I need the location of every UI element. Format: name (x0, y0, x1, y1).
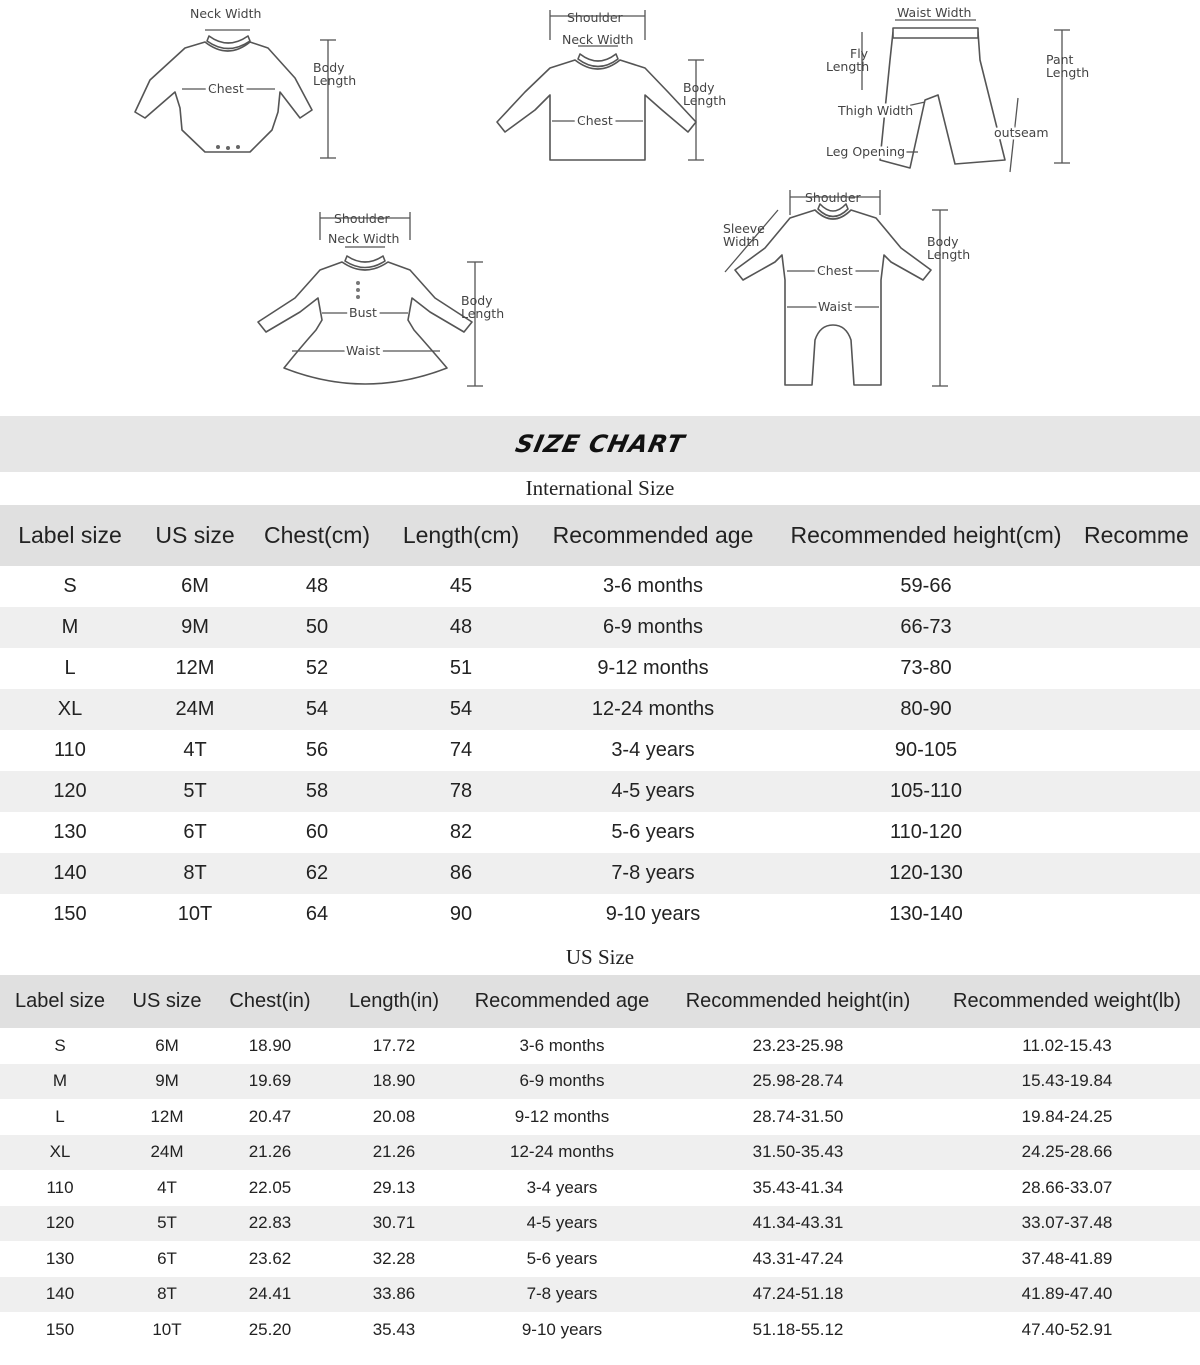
table-cell: 3-6 months (519, 1035, 605, 1055)
table-cell: 6M (155, 1035, 179, 1055)
pants-waist-label: Waist Width (897, 5, 972, 20)
romper-sleeve-width-label: Width (723, 234, 760, 249)
table-cell: 4-5 years (538, 771, 768, 812)
table-cell: 73-80 (900, 657, 952, 679)
table-cell: 22.83 (214, 1206, 326, 1242)
dress-neck-label: Neck Width (328, 231, 400, 246)
shirt-length-label: Length (683, 93, 727, 108)
table-cell: 47.40-52.91 (1021, 1319, 1113, 1339)
table-cell: 19.84-24.25 (1021, 1106, 1113, 1126)
table-cell: 80-90 (768, 689, 1084, 730)
table-cell: 150 (45, 1319, 75, 1339)
table-cell: 66-73 (768, 607, 1084, 648)
table-cell: M (0, 607, 140, 648)
table-cell: S (54, 1035, 66, 1055)
table-row (0, 607, 1200, 648)
table-cell: 35.43 (372, 1319, 416, 1339)
table-cell: 21.26 (214, 1135, 326, 1171)
romper-shoulder-label: Shoulder (805, 190, 861, 205)
table-cell (1084, 607, 1200, 648)
table-cell: 8T (140, 853, 250, 894)
table-row (0, 1206, 1200, 1242)
table-header-row (0, 505, 1200, 566)
romper-chest-label: Chest (817, 263, 853, 278)
table-cell: 18.90 (326, 1064, 462, 1100)
dress-waist-label: Waist (346, 343, 381, 358)
table-cell (1084, 812, 1200, 853)
col-us-size: US size (120, 975, 214, 1028)
table-cell: 29.13 (372, 1177, 416, 1197)
table-cell: 3-6 months (602, 575, 704, 597)
col-recommended-age: Recommended age (538, 505, 768, 566)
shirt-diagram (497, 10, 726, 160)
table-cell: 120 (0, 1206, 120, 1242)
table-cell: 12M (150, 1106, 184, 1126)
table-cell: L (55, 1106, 65, 1126)
table-cell: 90 (449, 903, 473, 925)
table-cell: 3-4 years (526, 1177, 598, 1197)
table-cell: M (0, 1064, 120, 1100)
table-cell: 12-24 months (538, 689, 768, 730)
table-cell: 33.86 (326, 1277, 462, 1313)
table-cell: 51.18-55.12 (752, 1319, 844, 1339)
table-row (0, 648, 1200, 689)
col-length: Length(cm) (384, 505, 538, 566)
table-cell: XL (0, 689, 140, 730)
table-cell: 7-8 years (462, 1277, 662, 1313)
table-cell: 6M (181, 575, 209, 597)
international-size-table (0, 505, 1200, 935)
table-cell: 58 (250, 771, 384, 812)
romper-diagram (723, 190, 970, 386)
table-cell (1084, 853, 1200, 894)
table-header-row (0, 975, 1200, 1028)
table-cell: 43.31-47.24 (752, 1248, 844, 1268)
table-cell: 9-12 months (597, 657, 709, 679)
table-cell: 24M (120, 1135, 214, 1171)
romper-sleeve-label: Sleeve (723, 221, 765, 236)
dress-body-label: Body (461, 293, 493, 308)
table-cell: 35.43-41.34 (752, 1177, 844, 1197)
table-row (0, 1028, 1200, 1064)
table-cell: 6-9 months (538, 607, 768, 648)
table-cell: 78 (384, 771, 538, 812)
table-row (0, 1241, 1200, 1277)
size-chart-title: SIZE CHART (512, 430, 688, 458)
table-row (0, 1135, 1200, 1171)
table-row (0, 894, 1200, 935)
table-row (0, 1099, 1200, 1135)
table-cell: 18.90 (248, 1035, 292, 1055)
table-cell: 10T (152, 1319, 182, 1339)
pants-fly-length-label: Length (826, 59, 870, 74)
table-cell: 9-10 years (605, 903, 701, 925)
table-cell: 5T (140, 771, 250, 812)
table-cell: 150 (53, 903, 87, 925)
table-cell: L (64, 657, 76, 679)
table-row (0, 1170, 1200, 1206)
table-cell: 6-9 months (462, 1064, 662, 1100)
table-cell: 10T (177, 903, 213, 925)
col-chest: Chest(in) (214, 975, 326, 1028)
table-cell: 7-8 years (538, 853, 768, 894)
pants-pant-label: Pant (1046, 52, 1074, 67)
col-recommended-age: Recommended age (462, 975, 662, 1028)
table-cell: 9M (120, 1064, 214, 1100)
table-cell (1084, 566, 1200, 607)
table-cell (1084, 771, 1200, 812)
table-cell: 23.23-25.98 (752, 1035, 844, 1055)
table-cell: 9M (140, 607, 250, 648)
col-label-size: Label size (0, 975, 120, 1028)
size-chart-banner (0, 416, 1200, 472)
table-cell: 130 (53, 821, 87, 843)
table-row (0, 1064, 1200, 1100)
table-row (0, 1277, 1200, 1313)
table-cell: 20.08 (372, 1106, 416, 1126)
table-cell (1084, 689, 1200, 730)
col-recommended-height: Recommended height(cm) (768, 505, 1084, 566)
table-row (0, 689, 1200, 730)
table-cell: 130-140 (889, 903, 963, 925)
shirt-neck-label: Neck Width (562, 32, 634, 47)
table-cell: 110 (54, 739, 86, 761)
table-cell: 62 (250, 853, 384, 894)
table-cell: 31.50-35.43 (662, 1135, 934, 1171)
table-cell: 20.47 (248, 1106, 292, 1126)
pants-outseam-label: outseam (994, 125, 1049, 140)
romper-waist-label: Waist (818, 299, 853, 314)
table-cell: 90-105 (894, 739, 958, 761)
table-cell: 37.48-41.89 (1021, 1248, 1113, 1268)
table-cell: 4T (157, 1177, 177, 1197)
col-recommended-height: Recommended height(in) (662, 975, 934, 1028)
pants-fly-label: Fly (850, 46, 869, 61)
romper-body-label: Body (927, 234, 959, 249)
table-cell: 56 (305, 739, 329, 761)
table-cell: 120-130 (768, 853, 1084, 894)
table-cell: 6T (157, 1248, 177, 1268)
table-row (0, 1312, 1200, 1348)
bodysuit-diagram (135, 6, 356, 158)
table-cell: 32.28 (372, 1248, 416, 1268)
table-cell: 28.66-33.07 (1021, 1177, 1113, 1197)
table-cell (1084, 894, 1200, 935)
table-cell: 54 (384, 689, 538, 730)
table-cell: 54 (250, 689, 384, 730)
table-cell: 9-10 years (521, 1319, 603, 1339)
table-cell: 130 (45, 1248, 75, 1268)
pants-leg-opening-label: Leg Opening (826, 144, 906, 159)
dress-bust-label: Bust (349, 305, 377, 320)
table-cell: XL (0, 1135, 120, 1171)
measurement-diagrams (0, 0, 1200, 415)
table-cell: 110 (46, 1177, 74, 1197)
table-cell: 60 (305, 821, 329, 843)
table-cell: 105-110 (768, 771, 1084, 812)
table-cell: 5T (120, 1206, 214, 1242)
table-cell: 41.34-43.31 (662, 1206, 934, 1242)
table-row (0, 771, 1200, 812)
table-cell: 17.72 (372, 1035, 416, 1055)
shirt-body-label: Body (683, 80, 715, 95)
international-size-title: International Size (525, 476, 675, 500)
table-cell: 19.69 (214, 1064, 326, 1100)
table-cell: 140 (0, 853, 140, 894)
us-size-table (0, 975, 1200, 1348)
table-cell: 5-6 years (526, 1248, 598, 1268)
table-cell: 22.05 (248, 1177, 292, 1197)
table-cell: 12-24 months (462, 1135, 662, 1171)
bodysuit-neck-label: Neck Width (190, 6, 262, 21)
table-cell: 120 (0, 771, 140, 812)
table-row (0, 566, 1200, 607)
table-cell: 33.07-37.48 (934, 1206, 1200, 1242)
table-cell: 6T (183, 821, 207, 843)
table-cell: 59-66 (900, 575, 952, 597)
table-cell: 86 (384, 853, 538, 894)
bodysuit-chest-label: Chest (208, 81, 244, 96)
pants-thigh-label: Thigh Width (838, 103, 914, 118)
pants-pant-length-label: Length (1046, 65, 1090, 80)
shirt-shoulder-label: Shoulder (567, 10, 623, 25)
table-cell: 5-6 years (611, 821, 695, 843)
us-size-body (0, 1028, 1200, 1348)
table-cell: 4-5 years (462, 1206, 662, 1242)
table-cell: 3-4 years (611, 739, 695, 761)
table-cell: 9-12 months (514, 1106, 610, 1126)
pants-diagram (826, 5, 1089, 172)
dress-shoulder-label: Shoulder (334, 211, 390, 226)
table-cell: 30.71 (326, 1206, 462, 1242)
table-cell: 45 (449, 575, 473, 597)
shirt-chest-label: Chest (577, 113, 613, 128)
col-recommended-weight: Recommended weight(lb) (934, 975, 1200, 1028)
table-cell: 24.41 (214, 1277, 326, 1313)
table-cell: 140 (0, 1277, 120, 1313)
table-cell: 24.25-28.66 (934, 1135, 1200, 1171)
table-cell: 110-120 (890, 821, 962, 843)
dress-length-label: Length (461, 306, 505, 321)
col-recommended-weight-clipped: Recomme (1084, 505, 1200, 566)
bodysuit-length-label: Length (313, 73, 357, 88)
table-cell: 24M (140, 689, 250, 730)
table-cell: 4T (183, 739, 207, 761)
table-row (0, 853, 1200, 894)
table-row (0, 812, 1200, 853)
table-cell (1084, 648, 1200, 689)
bodysuit-body-label: Body (313, 60, 345, 75)
international-size-body (0, 566, 1200, 935)
table-cell: 47.24-51.18 (662, 1277, 934, 1313)
table-cell: 23.62 (248, 1248, 292, 1268)
table-cell: 21.26 (326, 1135, 462, 1171)
table-cell: 12M (175, 657, 215, 679)
col-us-size: US size (140, 505, 250, 566)
table-cell: 25.20 (248, 1319, 292, 1339)
table-cell: 82 (449, 821, 473, 843)
col-label-size: Label size (0, 505, 140, 566)
table-cell: 11.02-15.43 (1022, 1035, 1112, 1055)
table-cell: 50 (250, 607, 384, 648)
table-cell: 8T (120, 1277, 214, 1313)
table-cell: 48 (384, 607, 538, 648)
table-cell: S (63, 575, 77, 597)
table-cell: 15.43-19.84 (934, 1064, 1200, 1100)
dress-diagram (258, 211, 504, 386)
table-cell: 74 (449, 739, 473, 761)
romper-length-label: Length (927, 247, 971, 262)
table-cell: 64 (305, 903, 329, 925)
table-cell: 41.89-47.40 (934, 1277, 1200, 1313)
table-cell: 25.98-28.74 (662, 1064, 934, 1100)
table-cell: 28.74-31.50 (752, 1106, 844, 1126)
table-cell (1084, 730, 1200, 771)
table-cell: 48 (305, 575, 329, 597)
col-chest: Chest(cm) (250, 505, 384, 566)
col-length: Length(in) (326, 975, 462, 1028)
us-size-title: US Size (565, 945, 635, 969)
table-cell: 51 (449, 657, 473, 679)
table-cell: 52 (305, 657, 329, 679)
table-row (0, 730, 1200, 771)
